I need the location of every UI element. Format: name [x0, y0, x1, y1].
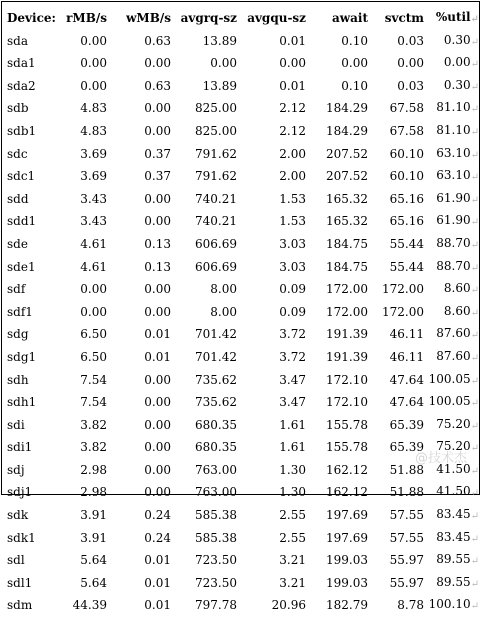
- cell-util: 61.90↵: [436, 190, 479, 206]
- table-row: [7, 504, 479, 527]
- paragraph-mark-icon: ↵: [470, 578, 479, 590]
- paragraph-mark-icon: ↵: [470, 262, 479, 274]
- cell-await: 172.10: [326, 395, 368, 410]
- cell-await: 172.00: [326, 282, 368, 297]
- cell-wmbs: 0.01: [144, 553, 171, 568]
- cell-rmbs: 0.00: [80, 78, 107, 93]
- table-row: [7, 323, 479, 346]
- cell-util: 83.45↵: [436, 529, 479, 545]
- cell-rmbs: 3.69: [80, 169, 107, 184]
- table-row: [7, 594, 479, 617]
- cell-wmbs: 0.00: [144, 304, 171, 319]
- cell-device: sdl1: [7, 575, 33, 590]
- paragraph-mark-icon: ↵: [470, 149, 479, 161]
- cell-rmbs: 5.64: [80, 575, 107, 590]
- cell-await: 191.39: [326, 327, 368, 342]
- cell-avgqu-sz: 3.03: [279, 259, 306, 274]
- cell-avgrq-sz: 763.00: [195, 462, 237, 477]
- paragraph-mark-icon: ↵: [470, 375, 479, 387]
- cell-avgrq-sz: 606.69: [195, 236, 237, 251]
- cell-svctm: 55.97: [389, 553, 424, 568]
- paragraph-mark-icon: ↵: [470, 601, 479, 613]
- cell-avgqu-sz: 1.53: [279, 191, 306, 206]
- cell-device: sda: [7, 33, 28, 48]
- cell-util: 0.30↵: [443, 32, 479, 48]
- cell-svctm: 51.88: [389, 485, 424, 500]
- cell-await: 162.12: [326, 462, 368, 477]
- cell-wmbs: 0.63: [144, 78, 171, 93]
- cell-avgqu-sz: 3.72: [279, 349, 306, 364]
- paragraph-mark-icon: ↵: [470, 398, 479, 410]
- table-row: [7, 30, 479, 53]
- cell-device: sdk: [7, 508, 29, 523]
- cell-svctm: 46.11: [389, 327, 424, 342]
- cell-await: 0.00: [341, 56, 368, 71]
- cell-device: sdi: [7, 417, 25, 432]
- cell-avgrq-sz: 0.00: [210, 56, 237, 71]
- paragraph-mark-icon: ↵: [470, 239, 479, 251]
- cell-svctm: 0.00: [397, 56, 424, 71]
- cell-util: 8.60↵: [443, 281, 479, 297]
- cell-svctm: 46.11: [389, 349, 424, 364]
- cell-avgqu-sz: 3.21: [279, 575, 306, 590]
- cell-await: 184.29: [326, 123, 368, 138]
- cell-svctm: 57.55: [389, 530, 424, 545]
- cell-util: 87.60↵: [436, 326, 479, 342]
- cell-avgrq-sz: 791.62: [195, 169, 237, 184]
- cell-rmbs: 3.82: [80, 440, 107, 455]
- cell-rmbs: 5.64: [80, 553, 107, 568]
- cell-avgrq-sz: 13.89: [202, 78, 237, 93]
- header-await: await: [332, 11, 368, 25]
- cell-svctm: 65.16: [389, 214, 424, 229]
- cell-device: sdb: [7, 101, 29, 116]
- header-device: Device:: [7, 11, 56, 25]
- cell-await: 199.03: [326, 575, 368, 590]
- cell-wmbs: 0.00: [144, 282, 171, 297]
- cell-await: 0.10: [341, 33, 368, 48]
- cell-wmbs: 0.01: [144, 598, 171, 613]
- cell-svctm: 172.00: [382, 282, 424, 297]
- table-row: [7, 572, 479, 595]
- cell-wmbs: 0.01: [144, 349, 171, 364]
- table-row: [7, 143, 479, 166]
- table-row: [7, 210, 479, 233]
- cell-wmbs: 0.13: [144, 236, 171, 251]
- iostat-table: [7, 7, 479, 617]
- header-util: %util↵: [435, 10, 479, 25]
- cell-await: 191.39: [326, 349, 368, 364]
- paragraph-mark-icon: ↵: [470, 465, 479, 477]
- cell-wmbs: 0.00: [144, 372, 171, 387]
- paragraph-mark-icon: ↵: [470, 172, 479, 184]
- cell-avgrq-sz: 13.89: [202, 33, 237, 48]
- cell-avgqu-sz: 3.72: [279, 327, 306, 342]
- cell-avgqu-sz: 2.12: [279, 101, 306, 116]
- cell-svctm: 55.97: [389, 575, 424, 590]
- cell-util: 88.70↵: [436, 235, 479, 251]
- cell-wmbs: 0.00: [144, 417, 171, 432]
- cell-await: 184.75: [326, 259, 368, 274]
- cell-rmbs: 3.43: [80, 214, 107, 229]
- paragraph-mark-icon: ↵: [470, 420, 479, 432]
- cell-util: 61.90↵: [436, 213, 479, 229]
- cell-svctm: 172.00: [382, 304, 424, 319]
- cell-wmbs: 0.00: [144, 123, 171, 138]
- cell-wmbs: 0.00: [144, 191, 171, 206]
- cell-rmbs: 6.50: [80, 349, 107, 364]
- cell-avgqu-sz: 2.55: [279, 530, 306, 545]
- cell-avgrq-sz: 701.42: [195, 327, 237, 342]
- cell-svctm: 0.03: [397, 78, 424, 93]
- cell-util: 81.10↵: [436, 122, 479, 138]
- cell-rmbs: 2.98: [80, 485, 107, 500]
- cell-device: sdd1: [7, 214, 37, 229]
- cell-avgrq-sz: 680.35: [195, 417, 237, 432]
- cell-await: 184.29: [326, 101, 368, 116]
- cell-device: sdb1: [7, 123, 37, 138]
- cell-wmbs: 0.00: [144, 462, 171, 477]
- paragraph-mark-icon: ↵: [470, 307, 479, 319]
- cell-wmbs: 0.01: [144, 575, 171, 590]
- cell-device: sdc: [7, 146, 28, 161]
- cell-avgqu-sz: 0.01: [279, 33, 306, 48]
- cell-avgqu-sz: 0.09: [279, 304, 306, 319]
- cell-await: 207.52: [326, 169, 368, 184]
- cell-wmbs: 0.13: [144, 259, 171, 274]
- cell-wmbs: 0.63: [144, 33, 171, 48]
- cell-await: 197.69: [326, 508, 368, 523]
- cell-util: 75.20↵: [436, 439, 479, 455]
- cell-device: sda1: [7, 56, 36, 71]
- cell-util: 8.60↵: [443, 303, 479, 319]
- table-row: [7, 97, 479, 120]
- paragraph-mark-icon: ↵: [470, 14, 479, 25]
- cell-avgrq-sz: 8.00: [210, 304, 237, 319]
- cell-await: 0.10: [341, 78, 368, 93]
- cell-svctm: 47.64: [389, 395, 424, 410]
- cell-avgrq-sz: 740.21: [195, 191, 237, 206]
- cell-await: 172.10: [326, 372, 368, 387]
- cell-svctm: 60.10: [389, 169, 424, 184]
- cell-device: sda2: [7, 78, 36, 93]
- cell-await: 199.03: [326, 553, 368, 568]
- cell-avgrq-sz: 723.50: [195, 575, 237, 590]
- cell-await: 162.12: [326, 485, 368, 500]
- cell-await: 155.78: [326, 417, 368, 432]
- cell-device: sdk1: [7, 530, 36, 545]
- cell-svctm: 8.78: [397, 598, 424, 613]
- cell-wmbs: 0.24: [144, 508, 171, 523]
- cell-rmbs: 2.98: [80, 462, 107, 477]
- cell-device: sdh: [7, 372, 29, 387]
- cell-util: 87.60↵: [436, 348, 479, 364]
- cell-avgqu-sz: 2.12: [279, 123, 306, 138]
- cell-rmbs: 0.00: [80, 304, 107, 319]
- cell-avgrq-sz: 680.35: [195, 440, 237, 455]
- cell-svctm: 51.88: [389, 462, 424, 477]
- cell-await: 165.32: [326, 191, 368, 206]
- cell-avgqu-sz: 20.96: [271, 598, 306, 613]
- paragraph-mark-icon: ↵: [470, 556, 479, 568]
- cell-avgqu-sz: 0.00: [279, 56, 306, 71]
- cell-util: 89.55↵: [436, 574, 479, 590]
- cell-avgrq-sz: 585.38: [195, 508, 237, 523]
- cell-device: sde1: [7, 259, 36, 274]
- header-avgqu-sz: avgqu-sz: [247, 11, 306, 25]
- cell-device: sdh1: [7, 395, 37, 410]
- cell-rmbs: 4.83: [80, 101, 107, 116]
- cell-await: 155.78: [326, 440, 368, 455]
- cell-wmbs: 0.00: [144, 56, 171, 71]
- paragraph-mark-icon: ↵: [470, 330, 479, 342]
- paragraph-mark-icon: ↵: [470, 488, 479, 500]
- paragraph-mark-icon: ↵: [470, 36, 479, 48]
- cell-avgrq-sz: 585.38: [195, 530, 237, 545]
- cell-avgrq-sz: 8.00: [210, 282, 237, 297]
- cell-svctm: 57.55: [389, 508, 424, 523]
- cell-svctm: 67.58: [389, 123, 424, 138]
- cell-util: 81.10↵: [436, 100, 479, 116]
- cell-util: 89.55↵: [436, 552, 479, 568]
- cell-rmbs: 6.50: [80, 327, 107, 342]
- header-wmbs: wMB/s: [126, 11, 171, 25]
- table-row: [7, 369, 479, 392]
- cell-svctm: 47.64: [389, 372, 424, 387]
- cell-rmbs: 0.00: [80, 282, 107, 297]
- cell-avgrq-sz: 735.62: [195, 372, 237, 387]
- cell-avgqu-sz: 3.47: [279, 372, 306, 387]
- paragraph-mark-icon: ↵: [470, 443, 479, 455]
- cell-rmbs: 4.83: [80, 123, 107, 138]
- cell-rmbs: 0.00: [80, 56, 107, 71]
- cell-util: 41.50↵: [436, 484, 479, 500]
- cell-util: 83.45↵: [436, 507, 479, 523]
- cell-device: sdj: [7, 462, 25, 477]
- cell-avgqu-sz: 1.53: [279, 214, 306, 229]
- cell-device: sdl: [7, 553, 25, 568]
- table-row: [7, 436, 479, 459]
- cell-avgqu-sz: 3.47: [279, 395, 306, 410]
- paragraph-mark-icon: ↵: [470, 126, 479, 138]
- cell-wmbs: 0.37: [144, 169, 171, 184]
- table-row: [7, 233, 479, 256]
- cell-util: 0.00↵: [443, 55, 479, 71]
- cell-svctm: 0.03: [397, 33, 424, 48]
- cell-device: sdg: [7, 327, 29, 342]
- cell-avgqu-sz: 1.61: [279, 417, 306, 432]
- cell-avgrq-sz: 735.62: [195, 395, 237, 410]
- cell-svctm: 67.58: [389, 101, 424, 116]
- table-row: [7, 256, 479, 279]
- header-row: [7, 7, 479, 30]
- paragraph-mark-icon: ↵: [470, 352, 479, 364]
- header-rmbs: rMB/s: [66, 11, 107, 25]
- paragraph-mark-icon: ↵: [470, 511, 479, 523]
- table-row: [7, 188, 479, 211]
- table-row: [7, 165, 479, 188]
- cell-rmbs: 44.39: [72, 598, 107, 613]
- cell-util: 100.05↵: [428, 394, 479, 410]
- cell-rmbs: 7.54: [80, 395, 107, 410]
- cell-wmbs: 0.00: [144, 101, 171, 116]
- cell-avgqu-sz: 1.30: [279, 485, 306, 500]
- cell-avgqu-sz: 1.61: [279, 440, 306, 455]
- paragraph-mark-icon: ↵: [470, 533, 479, 545]
- table-row: [7, 52, 479, 75]
- cell-avgrq-sz: 701.42: [195, 349, 237, 364]
- cell-rmbs: 3.43: [80, 191, 107, 206]
- cell-rmbs: 0.00: [80, 33, 107, 48]
- cell-svctm: 60.10: [389, 146, 424, 161]
- cell-avgqu-sz: 3.03: [279, 236, 306, 251]
- cell-await: 197.69: [326, 530, 368, 545]
- iostat-output-box: [1, 1, 480, 613]
- table-row: [7, 301, 479, 324]
- cell-svctm: 65.39: [389, 440, 424, 455]
- cell-await: 165.32: [326, 214, 368, 229]
- cell-util: 100.10↵: [428, 597, 479, 613]
- table-row: [7, 527, 479, 550]
- cell-rmbs: 3.91: [80, 508, 107, 523]
- cell-await: 182.79: [326, 598, 368, 613]
- cell-device: sdc1: [7, 169, 36, 184]
- cell-util: 63.10↵: [436, 145, 479, 161]
- cell-avgqu-sz: 3.21: [279, 553, 306, 568]
- cell-svctm: 65.16: [389, 191, 424, 206]
- cell-wmbs: 0.01: [144, 327, 171, 342]
- cell-avgqu-sz: 2.00: [279, 169, 306, 184]
- cell-device: sde: [7, 236, 28, 251]
- table-row: [7, 481, 479, 504]
- cell-util: 0.30↵: [443, 77, 479, 93]
- cell-util: 100.05↵: [428, 371, 479, 387]
- cell-svctm: 55.44: [389, 259, 424, 274]
- cell-wmbs: 0.00: [144, 440, 171, 455]
- cell-avgqu-sz: 2.00: [279, 146, 306, 161]
- cell-device: sdi1: [7, 440, 33, 455]
- paragraph-mark-icon: ↵: [470, 194, 479, 206]
- cell-device: sdd: [7, 191, 29, 206]
- cell-avgrq-sz: 797.78: [195, 598, 237, 613]
- cell-wmbs: 0.37: [144, 146, 171, 161]
- cell-wmbs: 0.00: [144, 485, 171, 500]
- table-row: [7, 75, 479, 98]
- cell-device: sdf1: [7, 304, 33, 319]
- cell-await: 172.00: [326, 304, 368, 319]
- cell-svctm: 65.39: [389, 417, 424, 432]
- cell-svctm: 55.44: [389, 236, 424, 251]
- cell-wmbs: 0.00: [144, 214, 171, 229]
- cell-avgrq-sz: 825.00: [195, 123, 237, 138]
- cell-wmbs: 0.24: [144, 530, 171, 545]
- table-row: [7, 459, 479, 482]
- table-row: [7, 120, 479, 143]
- table-row: [7, 414, 479, 437]
- cell-avgrq-sz: 723.50: [195, 553, 237, 568]
- cell-avgrq-sz: 825.00: [195, 101, 237, 116]
- cell-device: sdj1: [7, 485, 33, 500]
- table-row: [7, 391, 479, 414]
- cell-avgrq-sz: 606.69: [195, 259, 237, 274]
- paragraph-mark-icon: ↵: [470, 81, 479, 93]
- cell-rmbs: 3.69: [80, 146, 107, 161]
- cell-wmbs: 0.00: [144, 395, 171, 410]
- cell-avgrq-sz: 791.62: [195, 146, 237, 161]
- header-svctm: svctm: [384, 11, 424, 25]
- cell-rmbs: 3.91: [80, 530, 107, 545]
- cell-util: 63.10↵: [436, 168, 479, 184]
- watermark: @技术杰: [414, 451, 467, 466]
- cell-avgqu-sz: 0.01: [279, 78, 306, 93]
- paragraph-mark-icon: ↵: [470, 59, 479, 71]
- cell-rmbs: 4.61: [80, 259, 107, 274]
- cell-await: 184.75: [326, 236, 368, 251]
- table-row: [7, 278, 479, 301]
- cell-rmbs: 7.54: [80, 372, 107, 387]
- cell-avgqu-sz: 2.55: [279, 508, 306, 523]
- table-row: [7, 549, 479, 572]
- cell-device: sdm: [7, 598, 33, 613]
- paragraph-mark-icon: ↵: [470, 217, 479, 229]
- cell-rmbs: 4.61: [80, 236, 107, 251]
- cell-device: sdf: [7, 282, 26, 297]
- cell-avgqu-sz: 0.09: [279, 282, 306, 297]
- cell-device: sdg1: [7, 349, 37, 364]
- cell-avgrq-sz: 763.00: [195, 485, 237, 500]
- cell-util: 75.20↵: [436, 416, 479, 432]
- table-row: [7, 346, 479, 369]
- header-avgrq-sz: avgrq-sz: [180, 11, 237, 25]
- cell-rmbs: 3.82: [80, 417, 107, 432]
- cell-avgrq-sz: 740.21: [195, 214, 237, 229]
- cell-util: 41.50↵: [436, 461, 479, 477]
- cell-util: 88.70↵: [436, 258, 479, 274]
- paragraph-mark-icon: ↵: [470, 285, 479, 297]
- paragraph-mark-icon: ↵: [470, 104, 479, 116]
- cell-await: 207.52: [326, 146, 368, 161]
- cell-avgqu-sz: 1.30: [279, 462, 306, 477]
